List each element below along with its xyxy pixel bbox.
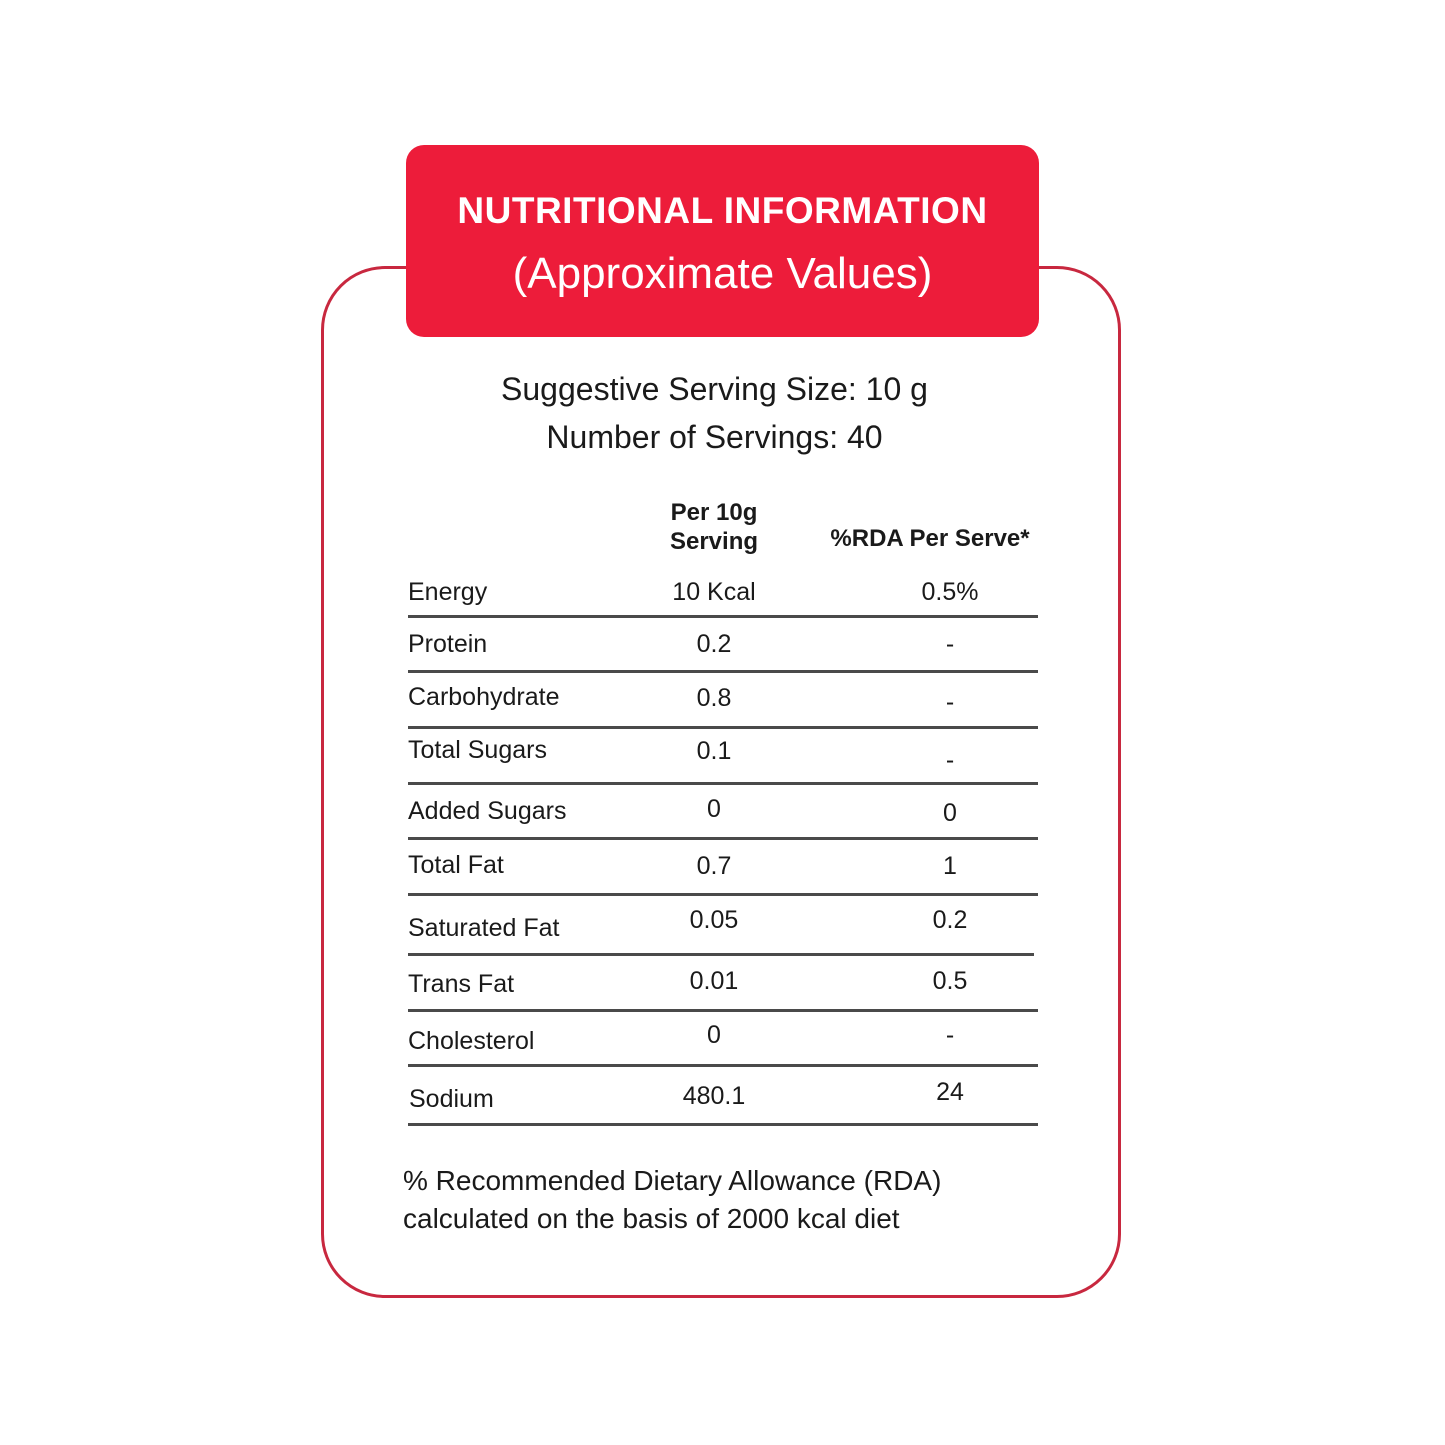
row-rda-value: 0 — [943, 799, 957, 827]
row-label: Carbohydrate — [408, 683, 560, 711]
table-row — [408, 729, 1038, 785]
row-per-serving-value: 0 — [707, 1021, 721, 1049]
row-rda-value: 0.2 — [932, 906, 968, 934]
row-label: Cholesterol — [408, 1027, 535, 1055]
row-label: Trans Fat — [408, 970, 515, 998]
row-per-serving-value: 10 Kcal — [672, 578, 756, 606]
table-row — [408, 896, 1034, 956]
row-rda-value: - — [945, 746, 955, 774]
table-row — [408, 1067, 1038, 1126]
table-row — [408, 956, 1038, 1012]
row-per-serving-value: 0.1 — [696, 737, 732, 765]
page-title: NUTRITIONAL INFORMATION — [457, 190, 988, 231]
rda-footnote — [403, 1162, 1043, 1238]
row-label: Total Sugars — [408, 736, 547, 764]
row-per-serving-value: 0 — [707, 795, 721, 823]
row-rda-value: - — [945, 688, 955, 716]
row-label: Sodium — [409, 1085, 494, 1113]
row-per-serving-value: 0.05 — [689, 906, 739, 934]
table-row — [408, 673, 1038, 729]
table-row — [408, 840, 1038, 896]
row-per-serving-value: 0.01 — [689, 967, 739, 995]
row-per-serving-value: 0.2 — [696, 630, 732, 658]
table-row — [408, 575, 1038, 618]
row-rda-value: 24 — [936, 1078, 964, 1106]
table-row — [408, 1012, 1038, 1067]
page-subtitle: (Approximate Values) — [512, 249, 933, 298]
row-label: Energy — [408, 578, 488, 606]
row-rda-value: - — [945, 630, 955, 658]
servings-count-text: Number of Servings: 40 — [546, 419, 883, 455]
row-per-serving-value: 0.8 — [696, 684, 732, 712]
header-banner — [406, 145, 1039, 337]
row-rda-value: 0.5 — [932, 967, 968, 995]
row-rda-value: 0.5% — [921, 578, 979, 606]
row-per-serving-value: 480.1 — [682, 1082, 746, 1110]
row-label: Added Sugars — [408, 797, 567, 825]
column-header-per-serving-label: Per 10g Serving — [669, 499, 759, 555]
serving-size-text: Suggestive Serving Size: 10 g — [501, 371, 928, 407]
column-header-rda: %RDA Per Serve* — [830, 525, 1030, 552]
column-header-per-serving — [640, 498, 788, 556]
table-row — [408, 618, 1038, 673]
row-rda-value: 1 — [943, 852, 957, 880]
row-label: Saturated Fat — [408, 914, 560, 942]
table-row — [408, 785, 1038, 840]
footnote-line-2: calculated on the basis of 2000 kcal diet — [403, 1203, 900, 1234]
row-label: Protein — [408, 630, 488, 658]
footnote-line-1: % Recommended Dietary Allowance (RDA) — [403, 1165, 942, 1196]
row-per-serving-value: 0.7 — [696, 852, 732, 880]
row-rda-value: - — [945, 1021, 955, 1049]
row-label: Total Fat — [408, 851, 504, 879]
